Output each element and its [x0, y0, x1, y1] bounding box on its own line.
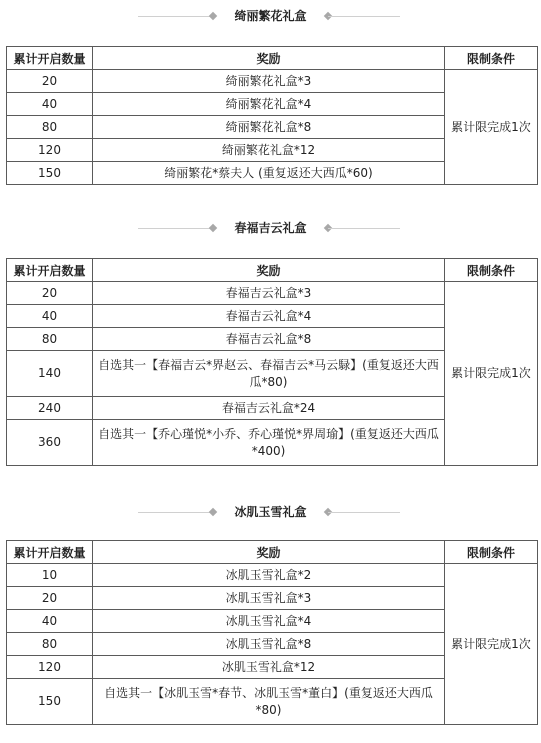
reward-cell: 春福吉云礼盒*4	[93, 305, 445, 328]
count-cell: 120	[7, 139, 93, 162]
reward-table	[6, 46, 538, 185]
count-cell: 20	[7, 282, 93, 305]
divider-line	[328, 512, 400, 513]
reward-cell: 春福吉云礼盒*8	[93, 328, 445, 351]
reward-cell: 冰肌玉雪礼盒*12	[93, 656, 445, 679]
count-cell: 80	[7, 633, 93, 656]
section-3	[0, 496, 541, 717]
reward-cell: 自选其一【乔心瑾悦*小乔、乔心瑾悦*界周瑜】(重复返还大西瓜*400)	[93, 420, 445, 466]
header-condition: 限制条件	[445, 541, 538, 564]
header-count: 累计开启数量	[7, 259, 93, 282]
table-row	[7, 70, 538, 93]
count-cell: 120	[7, 656, 93, 679]
header-condition: 限制条件	[445, 47, 538, 70]
table-row	[7, 282, 538, 305]
reward-table	[6, 258, 538, 466]
reward-cell: 绮丽繁花*蔡夫人 (重复返还大西瓜*60)	[93, 162, 445, 185]
count-cell: 10	[7, 564, 93, 587]
section-title-divider	[0, 0, 541, 34]
condition-cell: 累计限完成1次	[445, 70, 538, 185]
count-cell: 80	[7, 328, 93, 351]
count-cell: 240	[7, 397, 93, 420]
table-header-row	[7, 541, 538, 564]
table-header-row	[7, 47, 538, 70]
count-cell: 360	[7, 420, 93, 466]
section-1	[0, 0, 541, 180]
table-row	[7, 564, 538, 587]
section-title: 绮丽繁花礼盒	[234, 9, 307, 23]
header-reward: 奖励	[93, 259, 445, 282]
divider-line	[328, 228, 400, 229]
count-cell: 150	[7, 679, 93, 725]
count-cell: 140	[7, 351, 93, 397]
reward-cell: 绮丽繁花礼盒*8	[93, 116, 445, 139]
section-title-divider	[0, 212, 541, 246]
reward-table	[6, 540, 538, 725]
reward-cell: 绮丽繁花礼盒*12	[93, 139, 445, 162]
reward-cell: 自选其一【春福吉云*界赵云、春福吉云*马云騄】(重复返还大西瓜*80)	[93, 351, 445, 397]
count-cell: 150	[7, 162, 93, 185]
header-count: 累计开启数量	[7, 541, 93, 564]
count-cell: 40	[7, 305, 93, 328]
reward-cell: 春福吉云礼盒*24	[93, 397, 445, 420]
reward-cell: 自选其一【冰肌玉雪*春节、冰肌玉雪*董白】(重复返还大西瓜*80)	[93, 679, 445, 725]
reward-cell: 绮丽繁花礼盒*4	[93, 93, 445, 116]
header-count: 累计开启数量	[7, 47, 93, 70]
count-cell: 40	[7, 93, 93, 116]
reward-cell: 冰肌玉雪礼盒*4	[93, 610, 445, 633]
reward-cell: 冰肌玉雪礼盒*8	[93, 633, 445, 656]
header-reward: 奖励	[93, 47, 445, 70]
header-condition: 限制条件	[445, 259, 538, 282]
count-cell: 40	[7, 610, 93, 633]
section-2	[0, 212, 541, 458]
table-header-row	[7, 259, 538, 282]
header-reward: 奖励	[93, 541, 445, 564]
reward-cell: 绮丽繁花礼盒*3	[93, 70, 445, 93]
condition-cell: 累计限完成1次	[445, 564, 538, 725]
count-cell: 20	[7, 587, 93, 610]
condition-cell: 累计限完成1次	[445, 282, 538, 466]
count-cell: 80	[7, 116, 93, 139]
reward-cell: 冰肌玉雪礼盒*2	[93, 564, 445, 587]
section-title: 冰肌玉雪礼盒	[234, 505, 307, 519]
reward-cell: 春福吉云礼盒*3	[93, 282, 445, 305]
section-title-divider	[0, 496, 541, 530]
count-cell: 20	[7, 70, 93, 93]
reward-cell: 冰肌玉雪礼盒*3	[93, 587, 445, 610]
divider-line	[328, 16, 400, 17]
section-title: 春福吉云礼盒	[234, 221, 307, 235]
